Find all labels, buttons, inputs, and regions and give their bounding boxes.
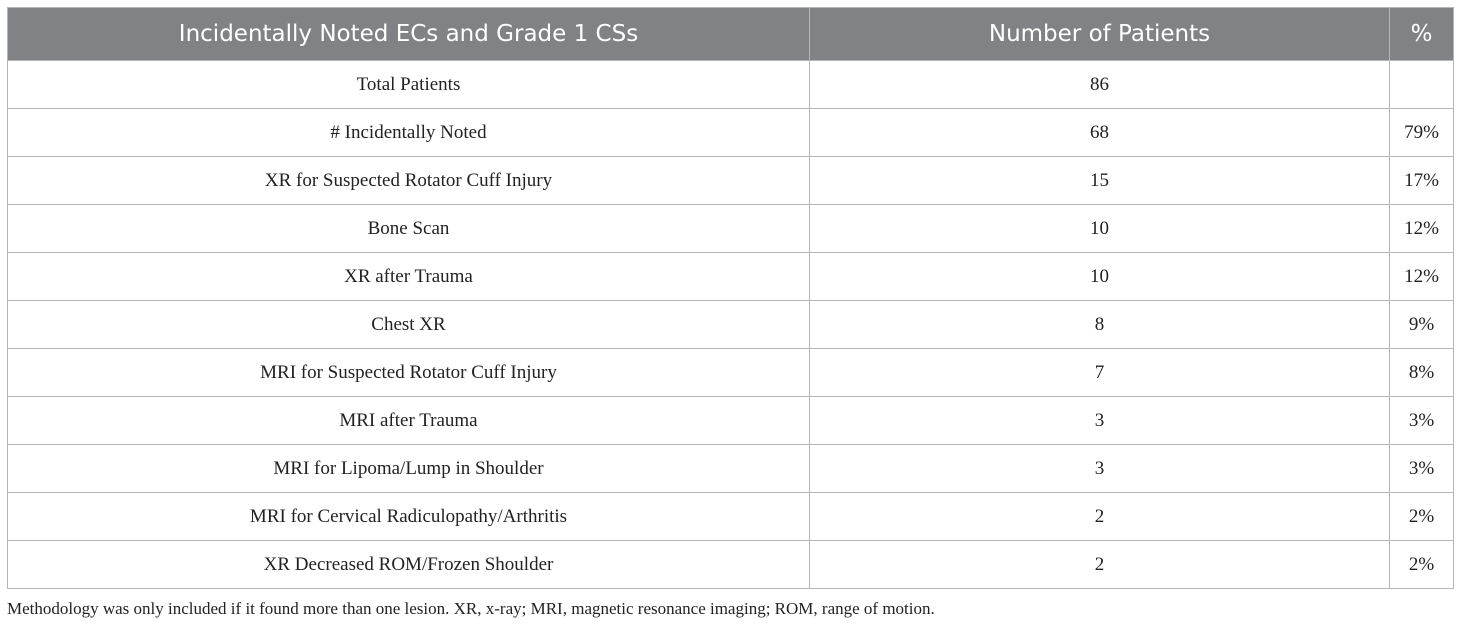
table-row bbox=[8, 157, 1454, 205]
row-percent: 8% bbox=[1390, 349, 1454, 397]
table-row bbox=[8, 445, 1454, 493]
row-label: XR after Trauma bbox=[8, 253, 810, 301]
row-count: 86 bbox=[810, 61, 1390, 109]
row-percent bbox=[1390, 61, 1454, 109]
row-label: # Incidentally Noted bbox=[8, 109, 810, 157]
header-percent: % bbox=[1390, 8, 1454, 61]
row-label: MRI for Suspected Rotator Cuff Injury bbox=[8, 349, 810, 397]
row-label: Total Patients bbox=[8, 61, 810, 109]
row-percent: 79% bbox=[1390, 109, 1454, 157]
row-percent: 12% bbox=[1390, 205, 1454, 253]
row-label: Chest XR bbox=[8, 301, 810, 349]
row-count: 7 bbox=[810, 349, 1390, 397]
row-percent: 9% bbox=[1390, 301, 1454, 349]
row-count: 10 bbox=[810, 253, 1390, 301]
row-count: 10 bbox=[810, 205, 1390, 253]
table-row bbox=[8, 205, 1454, 253]
row-percent: 3% bbox=[1390, 397, 1454, 445]
row-label: Bone Scan bbox=[8, 205, 810, 253]
table-row bbox=[8, 61, 1454, 109]
row-label: XR Decreased ROM/Frozen Shoulder bbox=[8, 541, 810, 589]
row-percent: 17% bbox=[1390, 157, 1454, 205]
row-count: 68 bbox=[810, 109, 1390, 157]
table-row bbox=[8, 301, 1454, 349]
table-row bbox=[8, 541, 1454, 589]
table-row bbox=[8, 397, 1454, 445]
row-count: 15 bbox=[810, 157, 1390, 205]
row-count: 3 bbox=[810, 445, 1390, 493]
row-label: MRI for Lipoma/Lump in Shoulder bbox=[8, 445, 810, 493]
table-header-row bbox=[8, 8, 1454, 61]
row-count: 2 bbox=[810, 541, 1390, 589]
data-table-container bbox=[7, 7, 1453, 589]
row-label: XR for Suspected Rotator Cuff Injury bbox=[8, 157, 810, 205]
row-count: 8 bbox=[810, 301, 1390, 349]
patients-table bbox=[7, 7, 1454, 589]
row-percent: 2% bbox=[1390, 541, 1454, 589]
table-row bbox=[8, 493, 1454, 541]
row-percent: 12% bbox=[1390, 253, 1454, 301]
row-count: 3 bbox=[810, 397, 1390, 445]
table-footnote: Methodology was only included if it found more than one lesion. XR, x-ray; MRI, magnetic resonance imaging; ROM, range of motion. bbox=[7, 599, 935, 618]
row-label: MRI after Trauma bbox=[8, 397, 810, 445]
header-category: Incidentally Noted ECs and Grade 1 CSs bbox=[8, 8, 810, 61]
table-row bbox=[8, 109, 1454, 157]
row-label: MRI for Cervical Radiculopathy/Arthritis bbox=[8, 493, 810, 541]
row-percent: 2% bbox=[1390, 493, 1454, 541]
row-percent: 3% bbox=[1390, 445, 1454, 493]
table-row bbox=[8, 253, 1454, 301]
table-row bbox=[8, 349, 1454, 397]
row-count: 2 bbox=[810, 493, 1390, 541]
header-number-of-patients: Number of Patients bbox=[810, 8, 1390, 61]
